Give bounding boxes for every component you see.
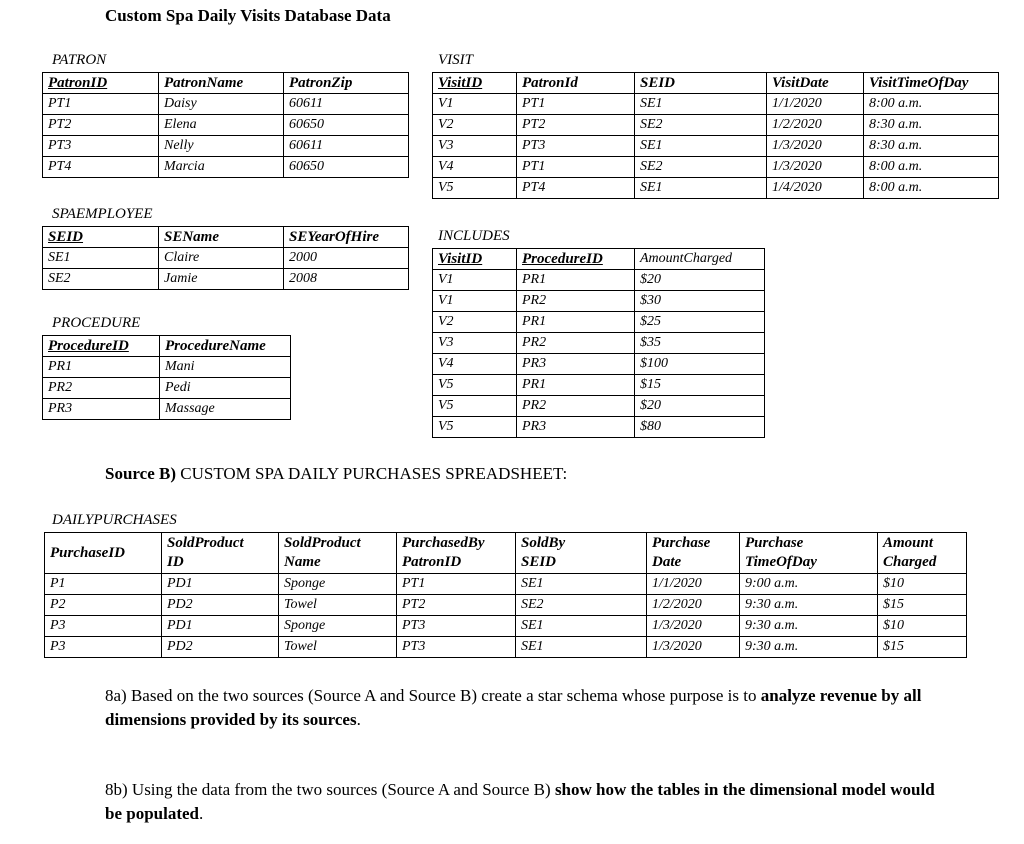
table-cell: $15: [635, 375, 765, 396]
table-row: [433, 312, 765, 333]
document-title: Custom Spa Daily Visits Database Data: [105, 6, 391, 25]
question-8a-text: 8a) Based on the two sources (Source A and Source B) create a star schema whose purpose is to: [105, 686, 761, 705]
table-cell: Claire: [159, 248, 284, 269]
table-cell: Sponge: [279, 616, 397, 637]
table-row: [433, 417, 765, 438]
visit-table-label: VISIT: [438, 52, 473, 68]
visit-header-patronid: PatronId: [517, 73, 635, 94]
source-b-prefix: Source B): [105, 464, 176, 483]
table-row: [433, 115, 999, 136]
table-row: [433, 291, 765, 312]
visit-header-seid: SEID: [635, 73, 767, 94]
visit-header-visittimeofday: VisitTimeOfDay: [864, 73, 999, 94]
header-line: PurchasedBy: [402, 535, 485, 551]
table-cell: V5: [433, 375, 517, 396]
header-line: PurchaseID: [50, 544, 126, 561]
table-cell: V2: [433, 312, 517, 333]
table-cell: P2: [45, 595, 162, 616]
table-row: [43, 115, 409, 136]
table-cell: Sponge: [279, 574, 397, 595]
table-cell: $35: [635, 333, 765, 354]
table-cell: V1: [433, 94, 517, 115]
table-row: [433, 178, 999, 199]
table-row: [43, 94, 409, 115]
table-row: [433, 157, 999, 178]
header-line: Amount: [883, 535, 934, 551]
header-line: SoldProduct: [284, 535, 361, 551]
table-cell: PT2: [517, 115, 635, 136]
patron-header-patronzip: PatronZip: [284, 73, 409, 94]
table-cell: Towel: [279, 637, 397, 658]
dailypurchases-header-purchasedbypatronid: [397, 533, 516, 574]
table-cell: $20: [635, 396, 765, 417]
table-cell: 1/3/2020: [647, 616, 740, 637]
table-cell: PT2: [397, 595, 516, 616]
visit-header-visitdate: VisitDate: [767, 73, 864, 94]
includes-header-amountcharged: AmountCharged: [635, 249, 765, 270]
table-row: [43, 248, 409, 269]
table-cell: PT1: [517, 94, 635, 115]
table-cell: V4: [433, 354, 517, 375]
dailypurchases-header-soldbyseid: [516, 533, 647, 574]
question-8b-text: 8b) Using the data from the two sources (Source A and Source B): [105, 780, 555, 799]
table-row: [43, 269, 409, 290]
dailypurchases-header-amountcharged: [878, 533, 967, 574]
procedure-header-procedurename: ProcedureName: [160, 336, 291, 357]
table-cell: PR2: [517, 396, 635, 417]
table-cell: V3: [433, 136, 517, 157]
table-row: [43, 157, 409, 178]
table-row: [433, 270, 765, 291]
table-cell: PR2: [517, 333, 635, 354]
table-cell: Mani: [160, 357, 291, 378]
table-cell: PR3: [517, 354, 635, 375]
table-cell: 9:00 a.m.: [740, 574, 878, 595]
table-cell: SE1: [635, 94, 767, 115]
table-cell: 1/1/2020: [767, 94, 864, 115]
spaemployee-table-label: SPAEMPLOYEE: [52, 206, 153, 222]
table-cell: 1/3/2020: [767, 136, 864, 157]
header-line: TimeOfDay: [745, 554, 817, 570]
header-line: SEID: [521, 554, 557, 570]
question-8a-emphasis: analyze revenue by all dimensions provided by its sources: [105, 686, 922, 729]
table-cell: 60611: [284, 94, 409, 115]
table-cell: 8:00 a.m.: [864, 178, 999, 199]
table-cell: 8:00 a.m.: [864, 94, 999, 115]
source-b-heading: [105, 464, 567, 484]
patron-table-label: PATRON: [52, 52, 107, 68]
procedure-header-procedureid: ProcedureID: [43, 336, 160, 357]
table-cell: PT1: [397, 574, 516, 595]
question-8b-end: .: [199, 804, 204, 823]
table-cell: PT1: [517, 157, 635, 178]
table-row: [43, 378, 291, 399]
patron-table: [42, 72, 409, 178]
header-line: Charged: [883, 554, 937, 570]
table-cell: 60650: [284, 115, 409, 136]
table-cell: Jamie: [159, 269, 284, 290]
table-cell: SE1: [635, 178, 767, 199]
patron-header-patronid: PatronID: [43, 73, 159, 94]
table-cell: PT3: [43, 136, 159, 157]
table-cell: 9:30 a.m.: [740, 616, 878, 637]
dailypurchases-table: [44, 532, 967, 658]
table-cell: $25: [635, 312, 765, 333]
table-cell: PR1: [517, 270, 635, 291]
table-cell: 60650: [284, 157, 409, 178]
table-cell: PR3: [517, 417, 635, 438]
header-line: Date: [652, 554, 682, 570]
table-cell: V3: [433, 333, 517, 354]
table-cell: PD2: [162, 595, 279, 616]
spaemployee-header-seyearofhire: SEYearOfHire: [284, 227, 409, 248]
spaemployee-header-seid: SEID: [43, 227, 159, 248]
table-cell: SE2: [516, 595, 647, 616]
table-cell: V1: [433, 270, 517, 291]
table-cell: SE1: [43, 248, 159, 269]
table-cell: Pedi: [160, 378, 291, 399]
table-cell: SE2: [43, 269, 159, 290]
table-cell: 1/1/2020: [647, 574, 740, 595]
table-cell: PR2: [43, 378, 160, 399]
table-cell: PR1: [43, 357, 160, 378]
table-cell: P3: [45, 616, 162, 637]
table-cell: 9:30 a.m.: [740, 637, 878, 658]
table-cell: Towel: [279, 595, 397, 616]
table-cell: PR3: [43, 399, 160, 420]
table-row: [43, 136, 409, 157]
table-cell: $80: [635, 417, 765, 438]
table-cell: Nelly: [159, 136, 284, 157]
header-line: SoldProduct: [167, 535, 244, 551]
table-row: [43, 357, 291, 378]
table-cell: PT4: [517, 178, 635, 199]
visit-table: [432, 72, 999, 199]
header-line: PatronID: [402, 554, 462, 570]
table-cell: 9:30 a.m.: [740, 595, 878, 616]
table-cell: V5: [433, 417, 517, 438]
table-cell: $10: [878, 616, 967, 637]
table-cell: Daisy: [159, 94, 284, 115]
table-cell: PT4: [43, 157, 159, 178]
table-cell: PD2: [162, 637, 279, 658]
header-line: Purchase: [652, 535, 711, 551]
header-line: SoldBy: [521, 535, 566, 551]
table-cell: SE2: [635, 157, 767, 178]
table-cell: PR1: [517, 375, 635, 396]
table-row: [433, 94, 999, 115]
question-8a: [105, 684, 935, 732]
table-cell: 2008: [284, 269, 409, 290]
question-8b: [105, 778, 935, 826]
table-cell: SE1: [635, 136, 767, 157]
dailypurchases-table-label: DAILYPURCHASES: [52, 512, 177, 528]
table-row: [45, 574, 967, 595]
table-cell: PR2: [517, 291, 635, 312]
visit-header-visitid: VisitID: [433, 73, 517, 94]
table-cell: PT3: [397, 637, 516, 658]
table-row: [45, 595, 967, 616]
question-8a-end: .: [356, 710, 361, 729]
table-row: [433, 333, 765, 354]
dailypurchases-header-purchaseid: [45, 533, 162, 574]
table-row: [433, 375, 765, 396]
dailypurchases-header-purchasetimeofday: [740, 533, 878, 574]
table-cell: 1/2/2020: [767, 115, 864, 136]
procedure-table-label: PROCEDURE: [52, 315, 141, 331]
table-row: [433, 354, 765, 375]
header-line: Purchase: [745, 535, 804, 551]
table-cell: PT1: [43, 94, 159, 115]
table-row: [45, 637, 967, 658]
procedure-table: [42, 335, 291, 420]
table-cell: SE1: [516, 616, 647, 637]
table-cell: V4: [433, 157, 517, 178]
table-cell: $10: [878, 574, 967, 595]
dailypurchases-header-soldproductid: [162, 533, 279, 574]
table-cell: 1/4/2020: [767, 178, 864, 199]
table-cell: SE1: [516, 574, 647, 595]
table-cell: P1: [45, 574, 162, 595]
dailypurchases-header-purchasedate: [647, 533, 740, 574]
question-8b-emphasis: show how the tables in the dimensional model would be populated: [105, 780, 935, 823]
table-cell: PR1: [517, 312, 635, 333]
table-cell: PT3: [397, 616, 516, 637]
table-cell: 8:30 a.m.: [864, 115, 999, 136]
table-cell: $20: [635, 270, 765, 291]
spaemployee-table: [42, 226, 409, 290]
table-cell: $100: [635, 354, 765, 375]
table-cell: 8:00 a.m.: [864, 157, 999, 178]
table-row: [45, 616, 967, 637]
table-cell: V5: [433, 178, 517, 199]
table-row: [433, 396, 765, 417]
table-row: [43, 399, 291, 420]
includes-header-visitid: VisitID: [433, 249, 517, 270]
table-cell: V5: [433, 396, 517, 417]
table-cell: V1: [433, 291, 517, 312]
table-cell: 60611: [284, 136, 409, 157]
table-cell: Marcia: [159, 157, 284, 178]
table-cell: 1/3/2020: [647, 637, 740, 658]
table-cell: P3: [45, 637, 162, 658]
table-cell: 2000: [284, 248, 409, 269]
header-line: Name: [284, 554, 321, 570]
table-cell: PT3: [517, 136, 635, 157]
table-cell: $15: [878, 637, 967, 658]
includes-table-label: INCLUDES: [438, 228, 510, 244]
dailypurchases-header-soldproductname: [279, 533, 397, 574]
table-cell: V2: [433, 115, 517, 136]
table-cell: SE2: [635, 115, 767, 136]
includes-table: [432, 248, 765, 438]
table-cell: $30: [635, 291, 765, 312]
table-cell: SE1: [516, 637, 647, 658]
table-row: [433, 136, 999, 157]
table-cell: Elena: [159, 115, 284, 136]
spaemployee-header-sename: SEName: [159, 227, 284, 248]
includes-header-procedureid: ProcedureID: [517, 249, 635, 270]
table-cell: PD1: [162, 574, 279, 595]
source-b-text: CUSTOM SPA DAILY PURCHASES SPREADSHEET:: [176, 464, 568, 483]
table-cell: Massage: [160, 399, 291, 420]
table-cell: $15: [878, 595, 967, 616]
patron-header-patronname: PatronName: [159, 73, 284, 94]
table-cell: PD1: [162, 616, 279, 637]
table-cell: PT2: [43, 115, 159, 136]
table-cell: 1/3/2020: [767, 157, 864, 178]
header-line: ID: [167, 554, 184, 570]
table-cell: 8:30 a.m.: [864, 136, 999, 157]
table-cell: 1/2/2020: [647, 595, 740, 616]
